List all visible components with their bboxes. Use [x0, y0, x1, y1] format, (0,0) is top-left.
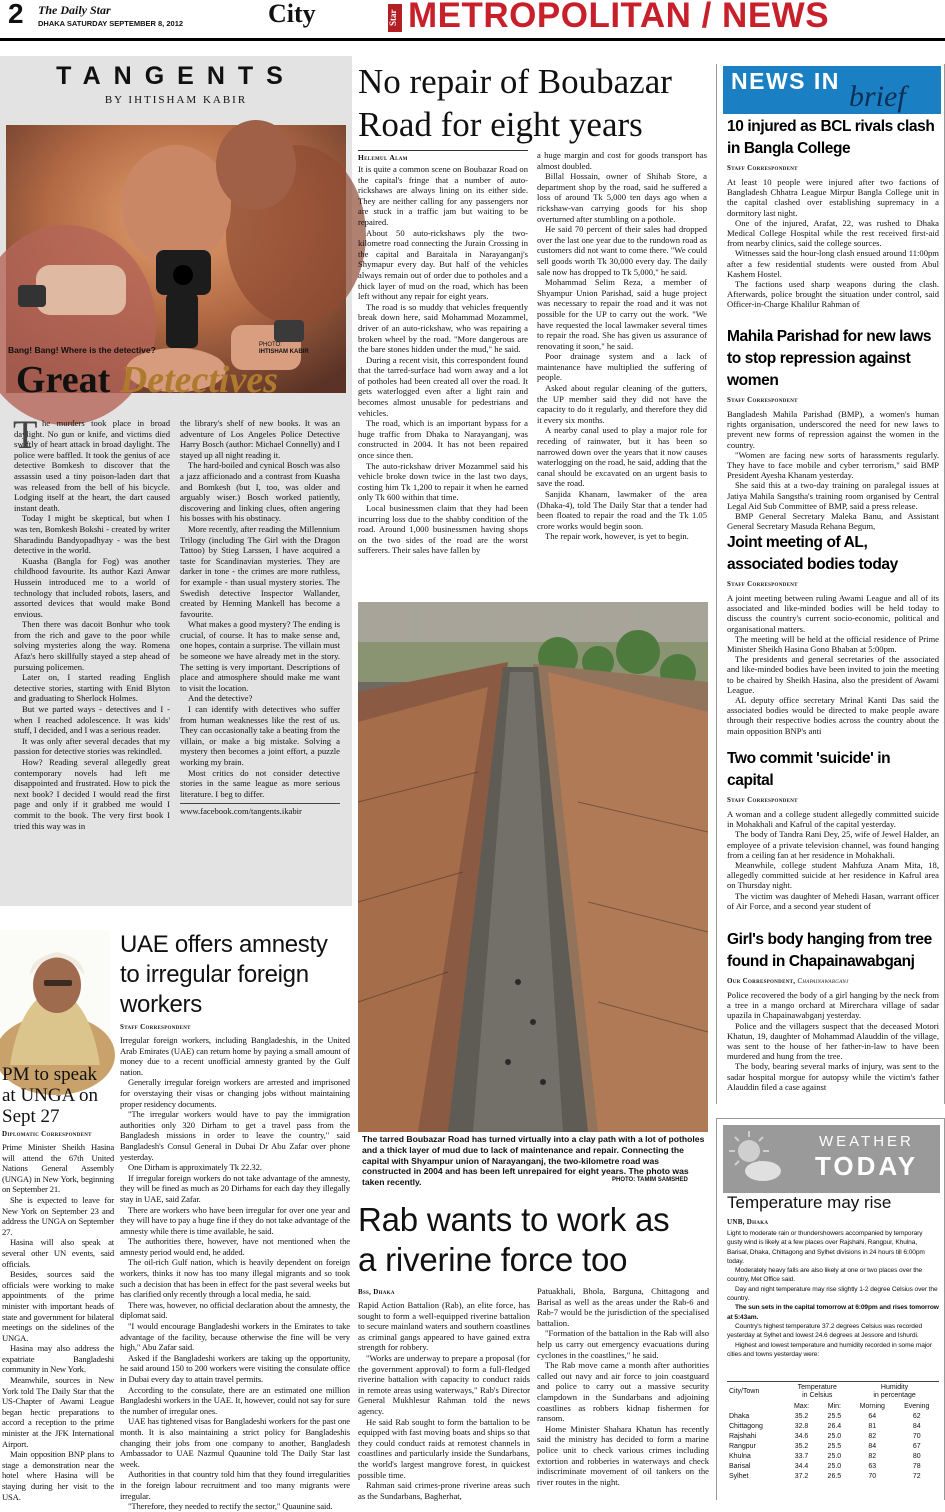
rab-col-1	[358, 1300, 530, 1500]
pm-byline: Diplomatic Correspondent	[2, 1130, 92, 1138]
weather-title-today: TODAY	[815, 1151, 919, 1181]
boubazar-headline	[358, 60, 708, 146]
paragraph: Sanjida Khanam, lawmaker of the area (Dhaka-4), told The Daily Star that a tender had been floated to repair the road and the Tk 1.05 crore works would begin soon.	[537, 489, 707, 531]
paragraph: Today I might be skeptical, but when I was ten, Bomkesh Bokshi - created by writer Sharadindu Bandyopadhyay - was the best detective in the world.	[14, 513, 170, 556]
paragraph: How? Reading several allegedly great contemporary novels had left me disappointed and frustrated. How to pick the next book? I decided I would read the first page and only if it grabbed me would I commit to the book. The very first book I tried this way was in	[14, 757, 170, 831]
city-cell: Sylhet	[729, 1472, 749, 1480]
col-header-max: Max:	[793, 1402, 810, 1410]
table-subheader	[727, 1401, 939, 1411]
paragraph: The repair work, however, is yet to begin.	[545, 531, 689, 542]
value-cell: 35.2	[794, 1442, 809, 1450]
road-photo-credit: PHOTO: TAMIM SAMSHED	[612, 1177, 688, 1183]
nib-item-al-meeting	[727, 532, 939, 742]
boubazar-col-1	[358, 164, 528, 594]
table-row	[727, 1461, 939, 1471]
paragraph: Mohammad Selim Reza, a member of Shyampur Union Parishad, said a huge project was necessary to repair the road and it was not possible for the UP to carry out the work. "We have requested the local lawmaker several times to repair the road. She has given us assurance of renovating it soon," he said.	[537, 277, 707, 351]
headline-word-2: Detectives	[119, 359, 278, 401]
paragraph: The victim was daughter of Mehedi Hasan, warrant officer of Air Force, and a second year student of	[727, 890, 939, 911]
paragraph: And the detective?	[188, 693, 253, 704]
paragraph: It was only after several decades that my passion for detective stories was rekindled.	[14, 735, 170, 757]
paragraph: Meanwhile, sources in New York told The Daily Star that the US-Chapter of Awami League began hectic preparations to accord a reception to the prime minister at the JFK International Airport.	[2, 1375, 114, 1449]
paragraph: Rahman said crimes-prone riverine areas such as the Sundarbans, Bagherhat,	[358, 1480, 530, 1501]
paragraph: The body of Tandra Rani Dey, 25, wife of Jewel Halder, an employee of a private television channel, was found hanging from a ceiling fan at her residence in Mohakhali.	[727, 829, 939, 860]
nib-item-headline: Mahila Parishad for new laws to stop repression against women	[727, 328, 932, 389]
paragraph: Patuakhali, Bhola, Barguna, Chittagong and Barisal as well as the areas under the Rab-6 and Rab-7 would be the jurisdiction of the specialised battalion.	[537, 1286, 709, 1328]
nib-item-body	[727, 809, 939, 911]
weather-rows	[727, 1411, 939, 1481]
value-cell: 81	[868, 1422, 877, 1430]
value-cell: 25.5	[827, 1412, 842, 1420]
headline-line-1: No repair of Boubazar	[358, 62, 672, 101]
nib-item-headline: Two commit 'suicide' in capital	[727, 750, 891, 789]
paragraph: One Dirham is approximately Tk 22.32.	[128, 1162, 262, 1173]
col-header-temperature: Temperature	[797, 1383, 837, 1391]
paragraph: Rapid Action Battalion (Rab), an elite force, has sought to form a well-equipped riverine battalion to secure mainland waters and southern coastlines as criminal gangs appeared to have gained extra strength for robbery.	[358, 1300, 530, 1353]
nib-title: NEWS IN	[731, 68, 840, 94]
nib-title-script: brief	[849, 80, 906, 113]
weather-body	[727, 1229, 939, 1359]
paragraph: Country's highest temperature 37.2 degrees Celsius was recorded yesterday at Sylhet and lowest 24.6 degrees at Jessore and Ishurdi.	[727, 1322, 923, 1340]
weather-headline: Temperature may rise	[727, 1193, 892, 1212]
paragraph: The presidents and general secretaries of the associated and like-minded bodies have been invited to join the meeting to be chaired by Sheikh Hasina, also the president of Awami League.	[727, 654, 939, 695]
paragraph: he murders took place in broad daylight. No gun or knife, and victims died swiftly of heart attack in broad daylight. The police were baffled. It took the genius of ace detective Bomkesh to discover that the assassin used a tiny poison-laden dart that was released from the bell of his bicycle. Lodging itself at the heart, the dart caused instant death.	[14, 418, 170, 513]
paragraph: Most critics do not consider detective stories in the same league as more serious literature. I beg to differ.	[180, 767, 340, 799]
paragraph: More recently, after reading the Millennium Trilogy (including The Girl with the Dragon Tattoo) by Stieg Larssen, I have acquired a taste for Scandinavian mysteries. They are darker in tone - the crimes are more ruthless, for example - than usual mystery stories. The Swedish detective Inspector Wallander, created by Henning Mankell has become a favourite.	[180, 523, 340, 619]
headline-line-2: a riverine force too	[358, 1241, 628, 1278]
uae-byline: Staff Correspondent	[120, 1023, 191, 1031]
paragraph: a huge margin and cost for goods transport has almost doubled.	[537, 150, 707, 171]
paragraph: According to the consulate, there are an estimated one million Bangladeshi workers in the UAE. It, however, could not say for sure the number of irregular ones.	[120, 1384, 350, 1416]
masthead	[0, 0, 945, 40]
uae-headline: UAE offers amnesty to irregular foreign workers	[120, 931, 328, 1018]
nib-list	[727, 116, 939, 1114]
nib-item-body	[727, 593, 939, 736]
value-cell: 64	[868, 1412, 877, 1420]
paragraph: Billal Hossain, owner of Shihab Store, a department shop by the road, said he suffered a loss of around Tk 5,000 ten days ago when a rickshaw-van carrying goods for his shop overturned after stumbling on a pothole.	[537, 171, 707, 224]
value-cell: 72	[912, 1472, 921, 1480]
table-header	[727, 1382, 939, 1401]
masthead-date: DHAKA SATURDAY SEPTEMBER 8, 2012	[38, 19, 184, 28]
paragraph: the library's shelf of new books. It was an adventure of Los Angeles Police Detective Harry Bosch (author: Michael Connelly) and I stayed up all night reading it.	[180, 418, 340, 460]
paragraph: BMP General Secretary Maleka Banu, and Assistant General Secretary Masuda Rehana Begum,	[727, 511, 939, 532]
tangents-byline: BY IHTISHAM KABIR	[104, 94, 248, 106]
headline-word-1: Great	[16, 359, 111, 401]
value-cell: 32.8	[794, 1422, 809, 1430]
value-cell: 80	[912, 1452, 921, 1460]
nib-banner	[723, 66, 941, 114]
paragraph: At least 10 people were injured after two factions of Bangladesh Chhatra League Mirpur Bangla College unit in the capital clashed over establishing supremacy in a dormitory last night.	[727, 177, 939, 218]
value-cell: 33.7	[794, 1452, 809, 1460]
sun-times: The sun sets in the capital tomorrow at 6:09pm and rises tomorrow at 5:43am.	[727, 1304, 939, 1321]
paragraph: Home Minister Shahara Khatun has recently said the ministry has decided to form a marine police unit to check various crimes including extortion and robberies in waterways and check indiscriminate movement of oil tankers on the river routes in the night.	[537, 1423, 709, 1487]
tangents-col-1	[13, 412, 170, 898]
value-cell: 26.5	[827, 1472, 842, 1480]
paragraph: A woman and a college student allegedly committed suicide in Mohakhali and Kafrul of the capital yesterday.	[727, 809, 939, 830]
value-cell: 84	[912, 1422, 921, 1430]
paragraph: The road, which is an important bypass for a huge traffic from Dhaka to Narayanganj, was constructed in 2004. It has not been repaired once since then.	[358, 418, 528, 461]
paragraph: The Rab move came a month after authorities called out navy and air force to join coastguard and police to carry out a massive security clampdown in the Sundarbans and adjoining coastlines as robbers kidnap fishermen for ransom.	[537, 1360, 709, 1424]
facebook-link[interactable]: www.facebook.com/tangents.ikabir	[180, 803, 340, 817]
col-header-evening: Evening	[904, 1402, 930, 1410]
paragraph: Irregular foreign workers, including Bangladeshis, in the United Arab Emirates (UAE) can return home by paying a small amount of money due to a recent unofficial amnesty granted by the Gulf nation.	[120, 1035, 350, 1077]
value-cell: 62	[912, 1412, 921, 1420]
paragraph: He said Rab sought to form the battalion to be equipped with fast moving boats and ships so that they could conduct raids at remotest channels in coastlines and particularly inside the Sundarbans, the world's largest mangrove forest, in quickest possible time.	[358, 1416, 530, 1480]
paragraph: About 50 auto-rickshaws ply the two-kilometre road connecting the Jurain Crossing in the capital and Baraitala in Narayanganj's Shymapur every day. But half of the vehicles always remain out of order due to potholes and a thick layer of mud on the road, which has been left without any repair for eight years.	[358, 227, 528, 302]
road-photo-caption: The tarred Boubazar Road has turned virtually into a clay path with a lot of potholes and a thick layer of mud due to lack of maintenance and repair. Connecting the capital with Shyampur union of Narayanganj, the two-kilometre road was constructed in 2004 and has been left unrepaired for eight years. The photo was taken recently.	[362, 1134, 705, 1188]
table-row	[727, 1451, 939, 1461]
nib-item-byline	[727, 975, 939, 985]
value-cell: 63	[868, 1462, 877, 1470]
paragraph: The meeting will be held at the official residence of Prime Minister Sheikh Hasina Gono Bhaban at 5:00pm.	[727, 633, 939, 655]
section-banner: METROPOLITAN / NEWS	[408, 0, 830, 35]
prime-minister-portrait	[0, 930, 110, 1065]
nib-item-girls-body	[727, 929, 939, 1114]
pm-headline: PM to speak at UNGA on Sept 27	[2, 1064, 99, 1127]
nib-item-body	[727, 990, 939, 1092]
nib-item-bcl-clash	[727, 116, 939, 316]
paragraph: Light to moderate rain or thundershowers accompanied by temporary gusty wind is likely at a few places over Rajshahi, Rangpur, Khulna, Barisal, Dhaka, Chittagong and Sylhet divisions in 24 hours till 6:00pm today.	[727, 1230, 925, 1265]
value-cell: 25.0	[827, 1432, 842, 1440]
value-cell: 82	[868, 1452, 877, 1460]
paragraph: Police recovered the body of a girl hanging by the neck from a tree in a mango orchard at Mirerchara village of sadar upazila in Chapainawabganj yesterday.	[727, 990, 939, 1021]
paragraph: Main opposition BNP plans to stage a demonstration near the hotel where Hasina will be staying during her visit to the USA.	[2, 1449, 114, 1502]
value-cell: 37.2	[794, 1472, 809, 1480]
road-photo	[358, 602, 708, 1132]
value-cell: 82	[868, 1432, 877, 1440]
value-cell: 35.2	[794, 1412, 809, 1420]
table-row	[727, 1471, 939, 1481]
pm-photo	[0, 930, 110, 1065]
nib-item-byline: Staff Correspondent	[727, 580, 798, 588]
value-cell: 25.5	[827, 1442, 842, 1450]
news-in-brief-box	[716, 64, 945, 1104]
paragraph: The authorities there, however, have not mentioned when the amnesty period would end, he added.	[120, 1236, 350, 1257]
paragraph: "Women are facing new sorts of harassments regularly. They have to face mobile and cyber terrorism," said BMP President Ayesha Khanam yesterday.	[727, 449, 939, 481]
nib-item-byline: Staff Correspondent	[727, 164, 798, 172]
paragraph: A nearby canal used to play a major role for receding of rainwater, but it has been so narrowed down over the years that it now causes waterlogging on the road, he said, adding that the canal should be excavated on an urgent basis to save the road.	[537, 425, 707, 489]
value-cell: 25.0	[827, 1452, 842, 1460]
weather-byline: UNB, Dhaka	[727, 1218, 769, 1226]
paragraph: A joint meeting between ruling Awami League and all of its associated and like-minded bodies will be held today to discuss the country's current socio-economic, political and organisational matters.	[727, 593, 939, 634]
nib-item-body	[727, 409, 939, 531]
city-cell: Barisal	[729, 1462, 751, 1470]
col-header-min: Min:	[827, 1402, 841, 1410]
value-cell: 70	[868, 1472, 877, 1480]
table-row	[727, 1421, 939, 1431]
paragraph: It is quite a common scene on Boubazar Road on the capital's fringe that a number of auto-rickshaws are always lining on its either side. They are neither calling for any passengers nor are stuck in a traffic jam but waiting to be repaired.	[358, 164, 528, 227]
byline-correspondent: Our Correspondent,	[727, 977, 796, 985]
tangents-box	[0, 56, 352, 906]
value-cell: 34.4	[794, 1462, 809, 1470]
weather-table-wrap	[727, 1381, 939, 1481]
value-cell: 84	[868, 1442, 877, 1450]
paragraph: "The irregular workers would have to pay the immigration authorities only 320 Dirham to get a travel pass from the Bangladesh missions in order to leave the country," said Bangladesh's Consul General in Dubai Dr Abu Zafar over phone yesterday.	[120, 1109, 350, 1162]
value-cell: 34.6	[794, 1432, 809, 1440]
paragraph: Bangladesh Mahila Parishad (BMP), a women's human rights organisation, underscored the need for new laws to prevent new forms of repression against the women in the country.	[727, 409, 939, 450]
rab-col-2	[537, 1286, 709, 1500]
boubazar-byline: Helemul Alam	[358, 150, 528, 162]
drop-cap: T	[13, 412, 38, 457]
masthead-rule	[0, 38, 945, 41]
nib-item-headline: 10 injured as BCL rivals clash in Bangla College	[727, 118, 935, 157]
weather-table	[727, 1382, 939, 1481]
headline-line-2: Road for eight years	[358, 105, 643, 144]
tangents-col-2	[180, 418, 340, 898]
city-cell: Rangpur	[729, 1442, 756, 1450]
pm-body	[2, 1142, 114, 1500]
rab-byline: Bss, Dhaka	[358, 1288, 395, 1296]
paragraph: "Formation of the battalion in the Rab will also help us carry out emergency evacuations during cyclones in the coastlines," he said.	[537, 1328, 709, 1360]
value-cell: 78	[912, 1462, 921, 1470]
paragraph: There was, however, no official declaration about the amnesty, the diplomat said.	[120, 1299, 350, 1321]
paragraph: One of the injured, Arafat, 22, was rushed to Dhaka Medical College Hospital while the rest received first-aid from nearby clinics, said the college sources.	[727, 217, 939, 249]
col-header-humidity: Humidity	[880, 1383, 909, 1391]
weather-title: WEATHER	[819, 1133, 914, 1150]
tangents-headline	[16, 358, 278, 402]
tangents-title: TANGENTS	[56, 62, 296, 90]
paragraph: Asked if the Bangladeshi workers are taking up the opportunity, he said around 150 to 200 workers were visiting the consulate office in Dubai every day to attain travel permits.	[120, 1352, 350, 1384]
section-name: City	[268, 0, 316, 28]
paragraph: What makes a good mystery? The ending is crucial, of course. It has to make sense and, one hopes, contain a surprise. The villain must be someone we have already met in the story. The setting is very important. Descriptions of place and atmosphere should make me want to visit the location.	[180, 619, 340, 693]
nib-item-headline: Girl's body hanging from tree found in Chapainawabganj	[727, 931, 932, 970]
paragraph: Witnesses said the hour-long clash ensued around 11:00pm after a few residential students were ousted from Abul Kashem Hostel.	[727, 248, 939, 279]
paragraph: Police and the villagers suspect that the deceased Motori Khatun, 19, daughter of Mohammad Alauddin of the village, was sent to the house of her father-in-law to have been murdered and hung from the tree.	[727, 1020, 939, 1062]
col-header-city: City/Town	[729, 1388, 760, 1395]
paragraph: Kuasha (Bangla for Fog) was another childhood favourite. Its author Kazi Anwar Hussein introduced me to a world of technology that included robots, lasers, and assorted devices that would make Bond envious.	[14, 555, 170, 619]
paragraph: Local businessmen claim that they had been incurring loss due to the shabby condition of the road. Around 1,000 businessmen having shops on the two sides of the road are the worst sufferers. Their sales have fallen by	[358, 503, 528, 556]
paragraph: Day and night temperature may rise slightly 1-2 degree Celsius over the country.	[727, 1285, 938, 1303]
boubazar-col-2	[537, 150, 707, 594]
nib-item-mahila-parishad	[727, 326, 939, 532]
star-logo: Star	[388, 4, 402, 32]
paragraph: Hasina will also speak at several other UN events, said officials.	[2, 1237, 114, 1269]
table-row	[727, 1431, 939, 1441]
photo-credit: IHTISHAM KABIR	[259, 349, 309, 355]
paragraph: Asked about regular cleaning of the gutters, the UP member said they did not have the capacity to do it regularly, and therefore they did it every six months.	[537, 383, 707, 425]
city-cell: Rajshahi	[729, 1432, 757, 1440]
paragraph: The factions used sharp weapons during the clash. Afterwards, police brought the situation under control, said Officer-in-Charge Khalilur Rahman of	[727, 279, 939, 310]
paragraph: Generally irregular foreign workers are arrested and imprisoned for overstaying their visas or changing jobs without maintaining proper residency documents.	[120, 1077, 350, 1109]
paragraph: Poor drainage system and a lack of maintenance have multiplied the suffering of people.	[537, 351, 707, 383]
paragraph: Highest and lowest temperature and humidity recorded in some major cities and towns yesterday were:	[727, 1341, 932, 1358]
byline-place: Chapainawabganj	[797, 977, 849, 985]
paragraph: She is expected to leave for New York on September 23 and address the UNGA on September 27.	[2, 1194, 114, 1237]
nib-item-byline: Staff Correspondent	[727, 396, 798, 404]
table-row	[727, 1441, 939, 1451]
paragraph: He said 70 percent of their sales had dropped over the last one year due to the rundown road as customers did not want to come there. "We could sell goods worth Tk 30,000 every day. The daily sale now has dropped to Tk 5,000," he said.	[537, 224, 707, 277]
paragraph: Later on, I started reading English detective stories, starting with Enid Blyton and graduating to Sherlock Holmes.	[14, 672, 170, 704]
value-cell: 67	[912, 1442, 921, 1450]
value-cell: 70	[912, 1432, 921, 1440]
paragraph: Besides, sources said the officials were working to make appointments of the prime minister with important heads of state and government for bilateral meetings on the sidelines of the UNGA.	[2, 1269, 114, 1343]
paragraph: Hasina may also address the expatriate Bangladeshi community in New York.	[2, 1343, 114, 1375]
weather-box	[716, 1118, 945, 1500]
nib-item-headline: Joint meeting of AL, associated bodies today	[727, 534, 898, 573]
paragraph: Then there was dacoit Bonhur who took from the rich and gave to the poor while solving mysteries along the way. Romena Afaz's hero skillfully stayed a step ahead of pursuing policemen.	[14, 619, 170, 672]
col-header-morning: Morning	[859, 1402, 885, 1410]
weather-banner	[723, 1125, 940, 1193]
paper-name: The Daily Star	[38, 3, 111, 17]
paragraph: The auto-rickshaw driver Mozammel said his vehicle broke down twice in the last two days, costing him Tk 1,200 to repair it when he earned only Tk 600 within that time.	[358, 460, 528, 503]
paragraph: The hard-boiled and cynical Bosch was also a jazz afficionado and a contrast from Kuasha and Bomkesh (but I, too, was older and arguably wiser.) Bosch worked patiently, discovering and linking clues, often angering his bosses with his obstinacy.	[180, 460, 340, 524]
value-cell: 25.0	[827, 1462, 842, 1470]
col-header-temperature-unit: in Celsius	[802, 1391, 833, 1399]
nib-item-suicide	[727, 748, 939, 923]
photo-caption: Bang! Bang! Where is the detective?	[8, 345, 156, 355]
paragraph: UAE has tightened visas for Bangladeshi workers for the past one month. It is also maintaining a strict policy for Bangladeshis changing their jobs from one company to another, Bangladesh Ambassador to UAE Nazmul Quaunine told The Daily Star last week.	[120, 1416, 350, 1469]
paragraph: "I would encourage Bangladeshi workers in the Emirates to take advantage of the facility, because otherwise the fine will be very high," Abu Zafar said.	[120, 1321, 350, 1353]
photo-credit-label: PHOTO:	[259, 342, 282, 348]
city-cell: Khulna	[729, 1452, 751, 1460]
rab-headline	[358, 1200, 710, 1280]
paragraph: During a recent visit, this correspondent found that the tarred-surface had worn away and a lot of potholes had been created all over the road. It gets waterlogged even after a light rain and becomes almost unusable for pedestrians and vehicles.	[358, 354, 528, 418]
page-number: 2	[8, 0, 24, 29]
col-header-humidity-unit: in percentage	[873, 1391, 916, 1399]
paragraph: "Works are underway to prepare a proposal (for the government approval) to form a full-fledged riverine battalion with capacity to conduct raids in remote areas using waterways," Rab's Director General Mukhlesur Rahman told the news agency.	[358, 1352, 530, 1416]
paragraph: Meanwhile, college student Mahfuza Anam Mita, 18, allegedly committed suicide at her residence in Kafrul area on Thursday night.	[727, 860, 939, 891]
paragraph: I can identify with detectives who suffer from human weaknesses like the rest of us. They can occasionally take a beating from the villain, or make a big mistake. Solving a mystery then becomes a joint effort, a puzzle working my brain.	[180, 704, 340, 767]
paragraph: Authorities in that country told him that they found irregularities in the foreign labour recruitment and too many migrants were irregular.	[120, 1469, 350, 1501]
paragraph: Prime Minister Sheikh Hasina will attend the 67th United Nations General Assembly (UNGA) in New York, beginning on September 21.	[2, 1142, 114, 1195]
paragraph: There are workers who have been irregular for over one year and they will have to pay a huge fine if they do not take advantage of the amnesty while there is time available, he said.	[120, 1204, 350, 1236]
table-row	[727, 1411, 939, 1421]
city-cell: Dhaka	[729, 1412, 750, 1420]
headline-line-1: Rab wants to work as	[358, 1201, 670, 1238]
paragraph: Moderately heavy falls are also likely at one or two places over the country, Met Office said.	[727, 1267, 923, 1284]
paragraph: AL deputy office secretary Mrinal Kanti Das said the associated bodies would be directed to make people aware through their respective bodies across the country about the main opposition BNP's anti	[727, 695, 939, 736]
sun-cloud-icon	[727, 1129, 787, 1189]
aerial-road-image	[358, 602, 708, 1132]
paragraph: But we parted ways - detectives and I - when I reached adolescence. It was kids' stuff, I decided, and I was a serious reader.	[14, 704, 170, 736]
nib-item-body	[727, 177, 939, 310]
paragraph: If irregular foreign workers do not take advantage of the amnesty, they will be fined as much as 20 Dirhams for each day they illegally stay in UAE, said Zafar.	[120, 1172, 350, 1204]
uae-body	[120, 1035, 350, 1512]
paragraph: The oil-rich Gulf nation, which is heavily dependent on foreign workers, thinks it now has too many illegal migrants and so took such a decision that has been in effect for the past several weeks but has clarified only recently through a local media, he said.	[120, 1257, 350, 1300]
paragraph: The body, bearing several marks of injury, was sent to the sadar hospital morgue for autopsy while the victim's father Alauddin filed a case against	[727, 1061, 939, 1092]
paragraph: "Therefore, they needed to rectify the sector," Quaunine said.	[128, 1501, 333, 1512]
paragraph: She said this at a two-day training on paralegal issues at Jatiya Mahila Sangstha's training room organised by Central Legal Aid Sub Committee of BMP, said a press release.	[727, 480, 939, 511]
city-cell: Chittagong	[729, 1422, 763, 1430]
nib-item-byline: Staff Correspondent	[727, 796, 798, 804]
paragraph: The road is so muddy that vehicles frequently break down here, said Mohammad Mozammel, driver of an auto-rickshaw, who was repairing a broken wheel by the road. "More dangerous are the bare stones hidden under the mud," he said.	[358, 301, 528, 355]
value-cell: 26.4	[827, 1422, 842, 1430]
